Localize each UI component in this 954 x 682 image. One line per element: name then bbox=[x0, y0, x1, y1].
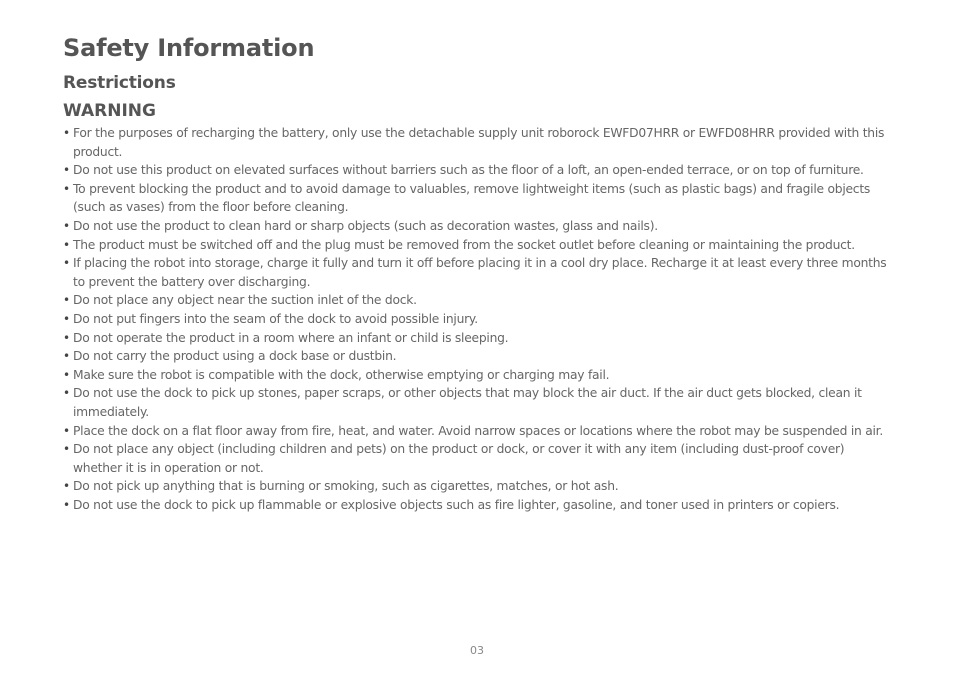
list-item bbox=[63, 236, 893, 255]
bullet-icon: • bbox=[63, 386, 70, 401]
warning-list bbox=[63, 124, 893, 514]
list-item-text: Do not use the dock to pick up flammable or explosive objects such as fire lighter, gasoline, and toner used in printers or copiers. bbox=[73, 497, 840, 512]
list-item-text: Make sure the robot is compatible with the dock, otherwise emptying or charging may fail. bbox=[73, 367, 610, 382]
bullet-icon: • bbox=[63, 330, 70, 345]
warning-heading: WARNING bbox=[63, 101, 156, 121]
list-item bbox=[63, 217, 893, 236]
bullet-icon: • bbox=[63, 256, 70, 271]
list-item bbox=[63, 440, 893, 477]
bullet-icon: • bbox=[63, 442, 70, 457]
list-item-text: Do not operate the product in a room where an infant or child is sleeping. bbox=[73, 330, 509, 345]
bullet-icon: • bbox=[63, 293, 70, 308]
list-item bbox=[63, 422, 893, 441]
bullet-icon: • bbox=[63, 349, 70, 364]
list-item-text: For the purposes of recharging the battery, only use the detachable supply unit roborock EWFD07HRR or EWFD08HRR provided with this product. bbox=[73, 126, 885, 159]
bullet-icon: • bbox=[63, 126, 70, 140]
list-item bbox=[63, 161, 893, 180]
section-subtitle: Restrictions bbox=[63, 73, 176, 93]
list-item bbox=[63, 124, 893, 161]
bullet-icon: • bbox=[63, 423, 70, 438]
list-item-text: Do not use the product to clean hard or sharp objects (such as decoration wastes, glass and nails). bbox=[73, 218, 658, 233]
list-item-text: Do not place any object near the suction inlet of the dock. bbox=[73, 293, 417, 308]
list-item-text: Do not use the dock to pick up stones, paper scraps, or other objects that may block the air duct. If the air duct gets blocked, clean it immediately. bbox=[73, 386, 862, 419]
bullet-icon: • bbox=[63, 218, 70, 233]
list-item bbox=[63, 384, 893, 421]
list-item bbox=[63, 180, 893, 217]
page-number: 03 bbox=[470, 644, 484, 657]
list-item bbox=[63, 254, 893, 291]
document-page bbox=[63, 30, 893, 514]
bullet-icon: • bbox=[63, 237, 70, 252]
list-item-text: Do not carry the product using a dock base or dustbin. bbox=[73, 349, 397, 364]
list-item-text: Do not put fingers into the seam of the dock to avoid possible injury. bbox=[73, 311, 478, 326]
list-item-text: Do not use this product on elevated surfaces without barriers such as the floor of a loft, an open-ended terrace, or on top of furniture. bbox=[73, 163, 864, 178]
bullet-icon: • bbox=[63, 181, 70, 196]
list-item bbox=[63, 366, 893, 385]
bullet-icon: • bbox=[63, 479, 70, 494]
list-item-text: If placing the robot into storage, charge it fully and turn it off before placing it in a cool dry place. Recharge it at least every three months to prevent the battery over discharging. bbox=[73, 256, 887, 289]
list-item-text: The product must be switched off and the plug must be removed from the socket outlet before cleaning or maintaining the product. bbox=[73, 237, 855, 252]
page-title: Safety Information bbox=[63, 34, 315, 62]
bullet-icon: • bbox=[63, 163, 70, 178]
bullet-icon: • bbox=[63, 311, 70, 326]
bullet-icon: • bbox=[63, 497, 70, 512]
bullet-icon: • bbox=[63, 367, 70, 382]
list-item bbox=[63, 291, 893, 310]
list-item bbox=[63, 329, 893, 348]
list-item-text: To prevent blocking the product and to avoid damage to valuables, remove lightweight items (such as plastic bags) and fragile objects (such as vases) from the floor before cleaning. bbox=[73, 181, 871, 215]
list-item-text: Do not place any object (including children and pets) on the product or dock, or cover it with any item (including dust-proof cover) whether it is in operation or not. bbox=[73, 442, 845, 475]
list-item-text: Place the dock on a flat floor away from fire, heat, and water. Avoid narrow spaces or locations where the robot may be suspended in air. bbox=[73, 423, 883, 438]
list-item bbox=[63, 477, 893, 496]
list-item bbox=[63, 347, 893, 366]
list-item bbox=[63, 496, 893, 515]
list-item-text: Do not pick up anything that is burning or smoking, such as cigarettes, matches, or hot ash. bbox=[73, 479, 619, 494]
list-item bbox=[63, 310, 893, 329]
